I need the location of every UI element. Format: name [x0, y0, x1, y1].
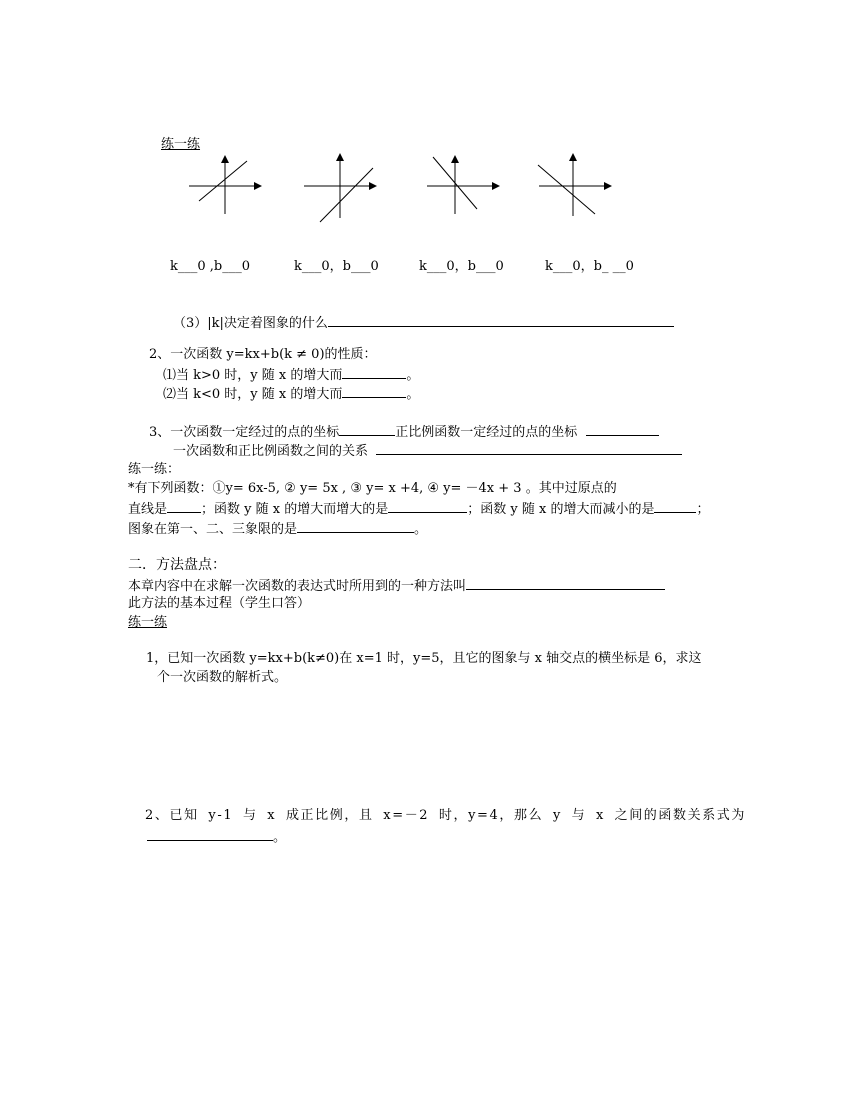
- practice-heading: 练一练: [161, 137, 201, 152]
- graph-3: [423, 152, 503, 222]
- answer-blank[interactable]: [328, 314, 674, 327]
- graph-label-4: k___0，b_ __0: [545, 259, 634, 274]
- function-list-line: *有下列函数：①y= 6x-5, ② y= 5x , ③ y= x +4, ④ y= －4x + 3 。其中过原点的: [128, 481, 617, 496]
- fixed-point-text-1: 3、一次函数一定经过的点的坐标: [149, 425, 340, 440]
- graph-4: [535, 150, 615, 222]
- property-k-negative-text: ⑵当 k<0 时，y 随 x 的增大而: [163, 387, 343, 402]
- answer-blank[interactable]: [654, 500, 696, 513]
- function-line: [320, 168, 373, 222]
- problem-1-line-1: 1，已知一次函数 y=kx+b(k≠0)在 x=1 时，y=5，且它的图象与 x 轴交点的横坐标是 6，求这: [146, 651, 702, 666]
- origin-text: 直线是: [128, 502, 168, 517]
- quadrant-text: 图象在第一、二、三象限的是: [128, 522, 298, 537]
- semicolon: ；: [696, 502, 710, 517]
- graph-label-1: k___0 ,b___0: [170, 259, 251, 274]
- period: 。: [406, 368, 420, 383]
- quadrant-line: [128, 520, 427, 538]
- graph-label-2: k___0，b___0: [294, 259, 379, 274]
- graph-label-3: k___0，b___0: [419, 259, 504, 274]
- answer-blank[interactable]: [297, 520, 414, 533]
- process-line: 此方法的基本过程（学生口答）: [128, 596, 311, 611]
- problem-1-line-2: 个一次函数的解析式。: [157, 670, 288, 685]
- answer-blank[interactable]: [147, 828, 273, 841]
- problem-2-line-1: 2、已知 y-1 与 x 成正比例，且 x=－2 时，y=4，那么 y 与 x 之间的函数关系式为: [145, 808, 747, 823]
- function-line: [199, 161, 247, 201]
- property-title: 2、一次函数 y=kx+b(k ≠ 0)的性质：: [149, 347, 377, 362]
- period: 。: [273, 830, 287, 845]
- answer-blank[interactable]: [167, 500, 201, 513]
- answer-blank[interactable]: [586, 423, 659, 436]
- question-3-text: （3）|k|决定着图象的什么: [173, 316, 328, 331]
- answer-blank[interactable]: [342, 385, 406, 398]
- property-k-positive-text: ⑴当 k>0 时，y 随 x 的增大而: [163, 368, 343, 383]
- practice-heading-2: 练一练：: [128, 462, 181, 477]
- fixed-point-line: [149, 423, 659, 441]
- function-question-line: [128, 500, 709, 518]
- answer-blank[interactable]: [342, 366, 406, 379]
- graph-1: [185, 152, 265, 222]
- practice-heading-3: 练一练: [128, 615, 168, 630]
- period: 。: [406, 387, 420, 402]
- property-k-positive: [163, 366, 419, 384]
- increasing-text: ；函数 y 随 x 的增大而增大的是: [201, 502, 389, 517]
- relation-text: 一次函数和正比例函数之间的关系: [173, 444, 369, 459]
- answer-blank[interactable]: [376, 442, 682, 455]
- function-line: [538, 165, 595, 214]
- answer-blank[interactable]: [466, 577, 665, 590]
- question-3-line: [173, 314, 674, 332]
- graph-2: [300, 150, 380, 225]
- answer-blank[interactable]: [339, 423, 395, 436]
- problem-2-line-2: [147, 828, 286, 846]
- property-k-negative: [163, 385, 419, 403]
- relation-line: [173, 442, 682, 460]
- method-text: 本章内容中在求解一次函数的表达式时所用到的一种方法叫: [128, 579, 467, 594]
- section-2-heading: 二．方法盘点：: [128, 557, 226, 573]
- period: 。: [414, 522, 428, 537]
- method-line: [128, 577, 665, 595]
- answer-blank[interactable]: [388, 500, 467, 513]
- fixed-point-text-2: 正比例函数一定经过的点的坐标: [395, 425, 578, 440]
- decreasing-text: ；函数 y 随 x 的增大而减小的是: [467, 502, 655, 517]
